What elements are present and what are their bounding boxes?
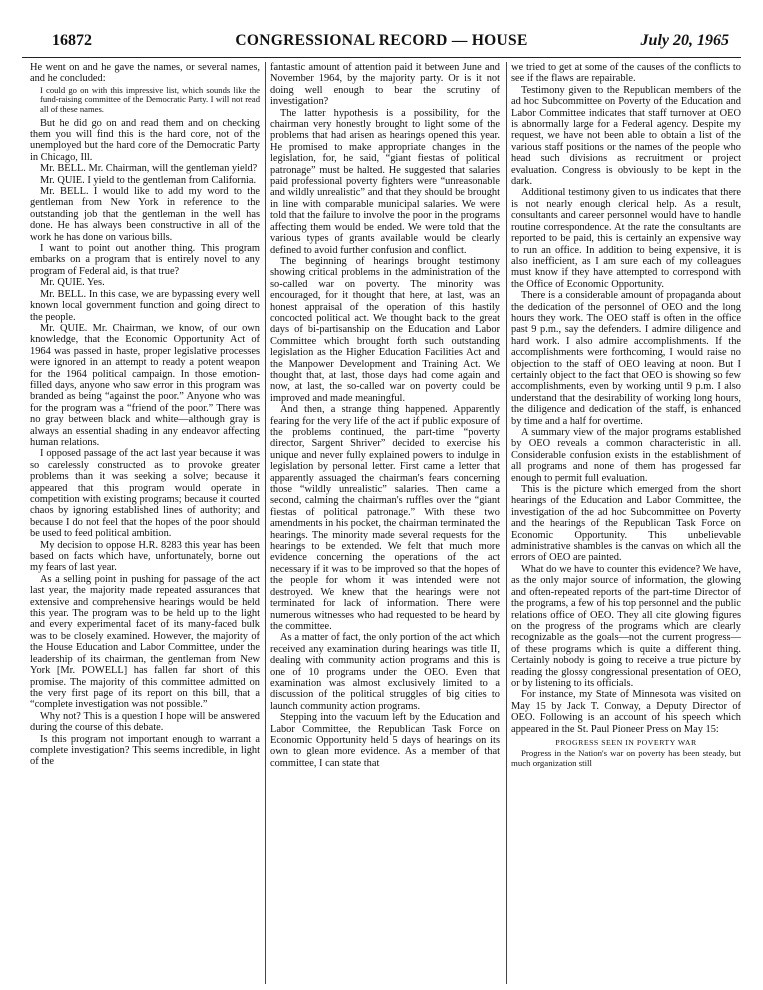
paragraph: There is a considerable amount of propaganda about the dedication of the personnel of OEO and the long hours they work. The OEO staff is often in the office past 9 p.m., say the defenders. I admire diligence and hard work. I also admire accomplishments. If the accomplishments were forthcoming, I would raise no objection to the staff of OEO leaving at noon. But I certainly object to the fact that OEO is showing so few accomplishments, even by working until 9 p.m. I also understand that the desirability of working long hours, the diligence and dedication of the staff, is enhanced by time and a half for overtime. — [511, 290, 741, 427]
page-number: 16872 — [52, 32, 92, 49]
paragraph: Additional testimony given to us indicates that there is not nearly enough clerical help. As a result, consultants and career personnel would have to handle routine correspondence. At the rate the consultants are reported to be paid, this is certainly an expensive way to run an office. In addition to being expensive, it is also inefficient, as I am sure each of my colleagues must know if they have attempted to correspond with the Office of Economic Opportunity. — [511, 187, 741, 290]
paragraph: I opposed passage of the act last year because it was so carelessly constructed as to provoke greater problems than it was seeking a solve; because it appeared that this program would operate in competition with existing programs; because it courted chaos by ignoring established lines of authority; and because I do not feel that the hopes of the poor should be used to feed political ambition. — [30, 448, 260, 540]
paragraph: Mr. QUIE. Mr. Chairman, we know, of our own knowledge, that the Economic Opportunity Act of 1964 was passed in haste, proper legislative processes were ignored in an attempt to ready a potent weapon for the 1964 political campaign. In those emotion-filled days, anyone who saw error in this program was branded as being “against the poor.” Anyone who was for the program was a “friend of the poor.” There was no gray between black and white—although gray is always an essential shading in any endeavor affecting human relations. — [30, 322, 260, 448]
paragraph: This is the picture which emerged from the short hearings of the Education and Labor Committee, the investigation of the ad hoc Subcommittee on Poverty and the hearings of the Republican Task Force on Economic Opportunity. This unbelievable administrative shambles is the canvas on which all the errors of OEO are painted. — [511, 484, 741, 564]
header-rule — [22, 57, 741, 58]
paragraph: What do we have to counter this evidence? We have, as the only major source of information, the glowing and often-repeated reports of the part-time Director of the programs, a few of his top personnel and the public relations office of OEO. They all cite glowing figures on the progress of the programs which are clearly recognizable as the goals—not the current progress—of these programs which is quite a different thing. Certainly nobody is going to receive a true picture by reading the glossy congressional presentation of OEO, or by listening to its officials. — [511, 563, 741, 689]
paragraph: Why not? This is a question I hope will be answered during the course of this debate. — [30, 710, 260, 734]
column-divider — [265, 62, 266, 984]
paragraph: But he did go on and read them and on checking them you will find this is the hard core, not of the unemployed but the hard core of the Democratic Party in Chicago, Ill. — [30, 117, 260, 163]
issue-date: July 20, 1965 — [640, 32, 729, 49]
text-columns — [22, 62, 741, 984]
paragraph: My decision to oppose H.R. 8283 this year has been based on facts which have, unfortunately, borne out my fears of last year. — [30, 539, 260, 574]
article-headline: PROGRESS SEEN IN POVERTY WAR — [555, 737, 697, 747]
paragraph: I want to point out another thing. This program embarks on a program that is entirely novel to any program of Federal aid, is that true? — [30, 243, 260, 277]
paragraph: we tried to get at some of the causes of the conflicts to see if the flaws are repairable. — [511, 62, 741, 85]
quoted-article-text: Progress in the Nation's war on poverty has been steady, but much organization still — [511, 747, 741, 768]
paragraph: Mr. QUIE. Yes. — [40, 277, 105, 289]
column-divider — [506, 62, 507, 984]
paragraph: Stepping into the vacuum left by the Education and Labor Committee, the Republican Task Force on Economic Opportunity held 5 days of hearings on its own to glean more evidence. As a member of that committee, I can state that — [270, 712, 500, 769]
paragraph: For instance, my State of Minnesota was visited on May 15 by Jack T. Conway, a Deputy Director of OEO. Following is an account of his speech which appeared in the St. Paul Pioneer Press on May 15: — [511, 689, 741, 735]
right-column — [511, 62, 741, 984]
paragraph: Testimony given to the Republican members of the ad hoc Subcommittee on Poverty of the Education and Labor Committee indicates that staff turnover at OEO is abnormally large for a Federal agency. Despite my request, we have not been able to obtain a list of the various staff positions or the names of the people who head such divisions as recruitment or project evaluation. Congress is obviously to be kept in the dark. — [511, 84, 741, 188]
middle-column — [270, 62, 500, 984]
paragraph: Mr. BELL. Mr. Chairman, will the gentleman yield? — [40, 163, 258, 175]
paragraph: He went on and he gave the names, or several names, and he concluded: — [30, 62, 260, 85]
paragraph: fantastic amount of attention paid it between June and November 1964, by the majority party. Or is it not doing well enough to bear the scrutiny of investigation? — [270, 62, 500, 108]
paragraph: As a selling point in pushing for passage of the act last year, the majority made repeated assurances that extensive and comprehensive hearings would be held this year. The program was to be held up to the light and every experimental facet of its many-faced bulk was to be closely examined. However, the majority of the House Education and Labor Committee, under the leadership of its chairman, the gentleman from New York [Mr. POWELL] has fallen far short of this promise. The majority of this committee admitted on the very first page of its report on this bill, that a “complete investigation was not possible.” — [30, 573, 260, 711]
page-header — [22, 32, 741, 54]
publication-title: CONGRESSIONAL RECORD — HOUSE — [235, 32, 528, 49]
paragraph: Mr. QUIE. I yield to the gentleman from California. — [40, 174, 257, 186]
paragraph: Mr. BELL. In this case, we are bypassing every well known local government function and going direct to the people. — [30, 288, 260, 323]
left-column — [30, 62, 260, 984]
paragraph: The latter hypothesis is a possibility, for the chairman very honestly brought to light some of the problems that had arisen as hearings opened this year. He promised to make appropriate changes in the legislation, for, he said, “giant fiestas of political patronage” must be halted. He suggested that salaries paid professional poverty fighters were “unreasonable and wildly unrealistic” and that they should be brought in line with comparable municipal salaries. We were told that the failure to involve the poor in the programs affecting them would be ended. We were told that the various types of grants available would be clearly defined to avoid further confusion and conflict. — [270, 107, 500, 256]
paragraph: Mr. BELL. I would like to add my word to the gentleman from New York in reference to the outstanding job that the gentleman in the well has done. He has always been constructive in all of the work he has done on various bills. — [30, 186, 260, 243]
paragraph: The beginning of hearings brought testimony showing critical problems in the administration of the so-called war on poverty. The minority was encouraged, for it thought that here, at last, was an honest appraisal of the operation of this hastily concocted political act. We thought back to the great days of bi-partisanship on the Education and Labor Committee which brought forth such outstanding legislation as the Higher Education Facilities Act and the Manpower Development and Training Act. We thought that, at last, those days had come again and now, at last, the so-called war on poverty could be improved and made meaningful. — [270, 255, 500, 404]
quoted-passage: I could go on with this impressive list, which sounds like the fund-raising committee of the Democratic Party. I will not read all of these names. — [40, 84, 260, 114]
paragraph: A summary view of the major programs established by OEO reveals a common characteristic in all. Considerable confusion exists in the establishment of all programs and none of them has progessed far enough to permit full evaluation. — [511, 427, 741, 484]
paragraph: And then, a strange thing happened. Apparently fearing for the very life of the act if public exposure of the problems continued, the part-time “poverty director, Sargent Shriver” decided to exercise his unique and never fully explained powers to indulge in legislation by personal letter. First came a letter that apparently assuaged the chairman's fears concerning those “wildly unrealistic” salaries. Then came a second, calming the chairman's ruffles over the “giant fiestas of political patronage.” With these two amendments in his pocket, the chairman terminated the hearings. The minority made several requests for the hearings to be extended. We felt that much more evidence concerning the operations of the act necessary if it was to be improved so that the hopes of the people for whom it was intended were not destroyed. We knew that the hearings were not terminated for lack of information. There were numerous witnesses who had requested to be heard by the committee. — [270, 404, 500, 632]
paragraph: As a matter of fact, the only portion of the act which received any examination during hearings was title II, dealing with community action programs and this is one of 10 programs under the OEO. Even that examination was almost exclusively limited to a discussion of the political struggles of big cities to launch community action programs. — [270, 632, 500, 712]
paragraph: Is this program not important enough to warrant a complete investigation? This seems incredible, in light of the — [30, 733, 260, 768]
